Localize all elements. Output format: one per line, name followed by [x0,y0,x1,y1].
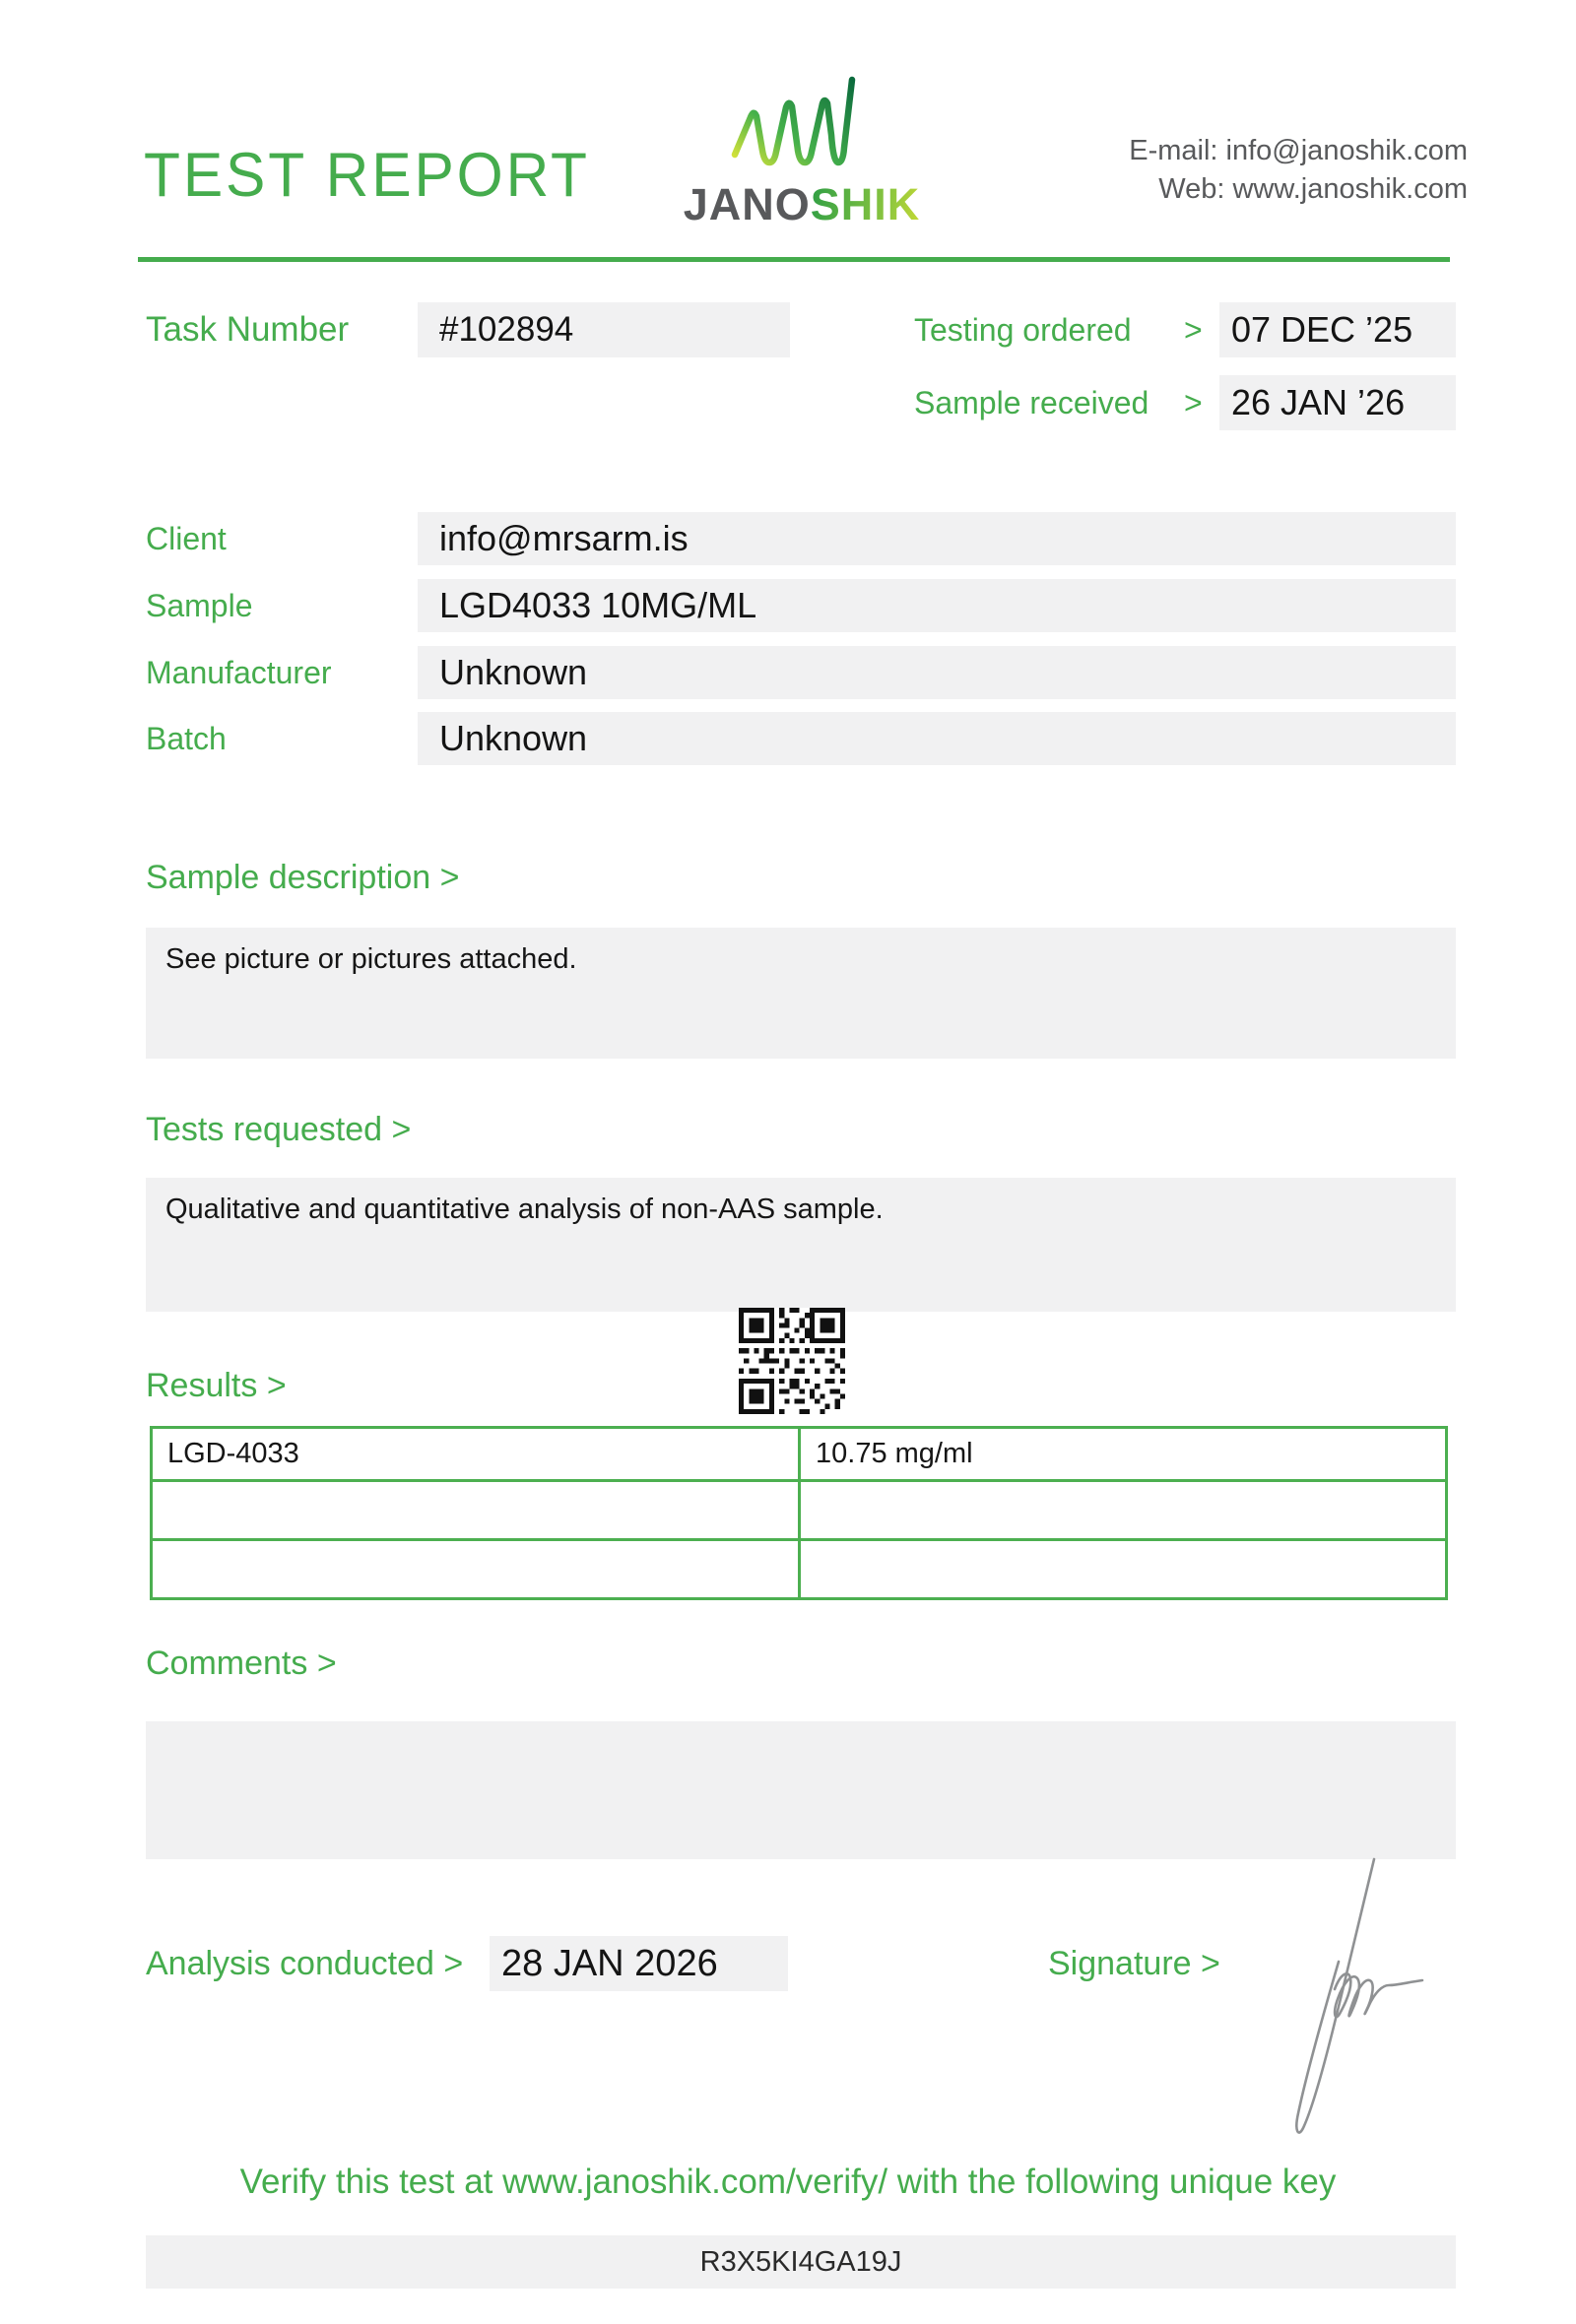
verify-key-value: R3X5KI4GA19J [699,2246,902,2278]
verify-key-field [146,2235,1456,2289]
tests-requested-box: Qualitative and quantitative analysis of non-AAS sample. [146,1178,1456,1312]
results-row [152,1481,1447,1540]
task-number-field [418,302,790,357]
manufacturer-label: Manufacturer [146,655,332,690]
verify-instruction: Verify this test at www.janoshik.com/verify/ with the following unique key [239,2163,1337,2201]
tests-requested-heading: Tests requested > [146,1111,412,1148]
result-value-cell [800,1481,1447,1540]
contact-email-line [1129,132,1468,170]
manufacturer-field [418,646,1456,699]
testing-ordered-value: 07 DEC ’25 [1231,309,1413,350]
result-analyte-cell [152,1481,800,1540]
signature-image [1276,1851,1428,2142]
header-divider [138,257,1450,262]
batch-label: Batch [146,721,227,756]
sample-description-box: See picture or pictures attached. [146,928,1456,1059]
logo-wordmark [668,179,936,230]
logo-wordmark-primary: JANO [683,179,811,229]
analysis-conducted-label: Analysis conducted > [146,1945,464,1982]
comments-heading: Comments > [146,1645,337,1682]
growth-chart-icon [727,73,857,175]
sample-description-heading: Sample description > [146,859,460,896]
client-field [418,512,1456,565]
client-value: info@mrsarm.is [439,518,689,558]
sample-received-field [1219,375,1456,430]
sample-value: LGD4033 10MG/ML [439,585,757,625]
sample-received-label: Sample received [914,385,1149,420]
analysis-conducted-field [490,1936,788,1991]
batch-value: Unknown [439,718,588,758]
analysis-conducted-value: 28 JAN 2026 [501,1943,718,1984]
manufacturer-value: Unknown [439,652,588,692]
contact-web-line [1129,170,1468,209]
result-value-cell [800,1540,1447,1599]
sample-field [418,579,1456,632]
task-number-value: #102894 [439,310,574,349]
result-analyte-cell: LGD-4033 [152,1428,800,1481]
logo-wordmark-accent: SHIK [810,179,921,229]
results-heading: Results > [146,1367,287,1404]
testing-ordered-label: Testing ordered [914,312,1132,348]
web-value: www.janoshik.com [1232,173,1468,205]
results-row [152,1428,1447,1481]
result-value-cell: 10.75 mg/ml [800,1428,1447,1481]
sample-label: Sample [146,588,253,623]
sample-received-value: 26 JAN ’26 [1231,382,1406,422]
web-label: Web: [1158,173,1225,205]
qr-code-icon [739,1308,845,1414]
results-row [152,1540,1447,1599]
results-table [150,1426,1448,1600]
signature-label: Signature > [1048,1945,1220,1982]
batch-field [418,712,1456,765]
testing-ordered-arrow: > [1184,312,1203,348]
client-label: Client [146,521,227,556]
email-label: E-mail: [1129,135,1218,166]
task-number-label: Task Number [146,310,350,349]
result-analyte-cell [152,1540,800,1599]
sample-received-arrow: > [1184,385,1203,420]
testing-ordered-field [1219,302,1456,357]
email-value: info@janoshik.com [1225,135,1468,166]
page-title: TEST REPORT [144,141,590,210]
contact-block [1129,132,1468,209]
comments-box [146,1721,1456,1859]
